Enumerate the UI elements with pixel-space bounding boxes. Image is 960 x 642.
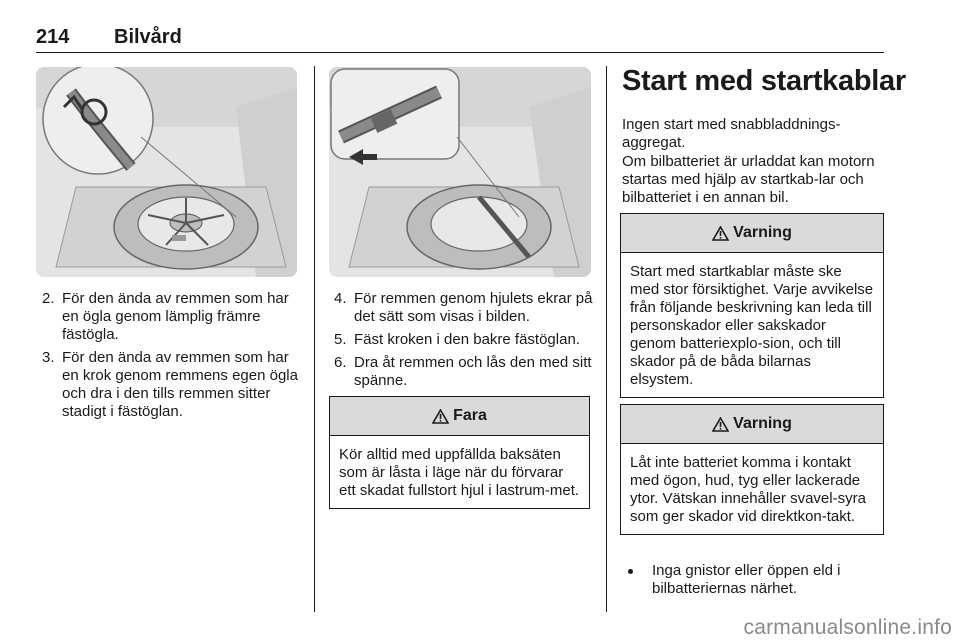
page-number: 214 [36,26,70,48]
step-number: 3. [42,349,55,366]
step-number: 4. [334,290,347,307]
section-paragraph-1: Ingen start med snabbladdnings-aggregat. [622,116,841,151]
danger-box-header [330,397,589,436]
step-text: För den ända av remmen som har en ögla genom lämplig främre fästögla. [62,290,289,343]
warning-box-header [621,214,883,253]
danger-box [329,396,590,509]
warning-triangle-icon [712,226,729,241]
bullet-dot-icon [628,569,633,574]
warning-box-text: Låt inte batteriet komma i kontakt med ögon, hud, tyg eller lackerade ytor. Vätskan innehåller svavel-syra som ger skador vid direktkon-takt. [630,454,866,525]
warning-box-text: Start med startkablar måste ske med stor försiktighet. Varje avvikelse från följande beskrivning kan leda till personskador eller sakskador genom batteriexplo-sion, och till skador på de båda bilarnas elsystem. [630,263,874,388]
section-heading: Start med startkablar [622,65,906,97]
watermark: carmanualsonline.info [743,616,952,639]
step-text: För remmen genom hjulets ekrar på det sätt som visas i bilden. [354,290,593,325]
middle-step-list [332,290,594,395]
danger-box-text: Kör alltid med uppfällda baksäten som är låsta i läge när du förvarar ett skadat fullstort hjul i lastrum-met. [339,446,580,499]
step-text: Fäst kroken i den bakre fästöglan. [354,331,580,348]
step-number: 2. [42,290,55,307]
warning-triangle-icon [432,409,449,424]
list-item [332,354,594,390]
bullet-text: Inga gnistor eller öppen eld i bilbatteriernas närhet. [652,562,841,597]
warning-box-title: Varning [733,415,792,432]
warning-triangle-icon [712,417,729,432]
list-item [332,331,594,349]
warning-box-2 [620,404,884,535]
left-step-list [40,290,300,426]
bullet-item [622,562,888,598]
warning-box-title: Varning [733,224,792,241]
step-number: 6. [334,354,347,371]
step-number: 5. [334,331,347,348]
column-divider-left [314,66,315,612]
list-item [332,290,594,326]
column-divider-right [606,66,607,612]
header-rule [36,52,884,53]
list-item [40,349,300,421]
page-title: Bilvård [114,26,182,48]
spare-wheel-strap-buckle-illustration [329,67,591,277]
section-paragraph-2: Om bilbatteriet är urladdat kan motorn startas med hjälp av startkab-lar och bilbatteriet i en annan bil. [622,153,875,206]
list-item [40,290,300,344]
step-text: För den ända av remmen som har en krok genom remmens egen ögla och dra i den tills remmen sitter stadigt i fästöglan. [62,349,298,420]
spare-wheel-strap-hook-illustration [36,67,297,277]
step-text: Dra åt remmen och lås den med sitt spänne. [354,354,592,389]
warning-box-header [621,405,883,444]
danger-box-title: Fara [453,407,487,424]
warning-box-1 [620,213,884,398]
